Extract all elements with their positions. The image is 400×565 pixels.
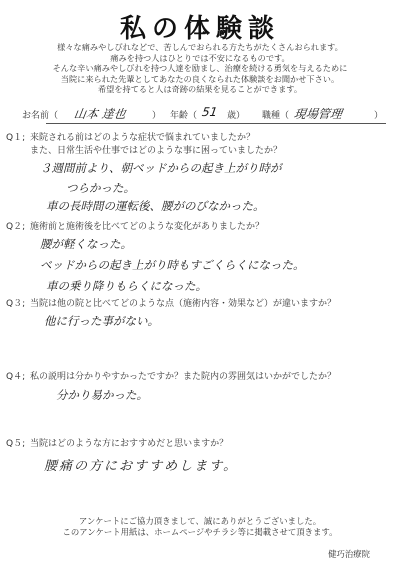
profile-underline [46, 123, 386, 124]
question-5 [6, 436, 228, 449]
profile-row [22, 105, 392, 124]
name-value: 山本 達也 [72, 107, 127, 121]
question-text: 来院される前はどのような症状で悩まれていましたか？ [30, 133, 256, 143]
question-text: 施術前と施術後を比べてどのような変化がありましたか？ [30, 222, 265, 232]
age-unit: 歳） [227, 111, 246, 121]
question-4 [6, 369, 336, 382]
age-value: 51 [201, 105, 219, 119]
name-close: ） [152, 111, 162, 121]
intro-line: 様々な痛みやしびれなどで、苦しんでおられる方たちがたくさんおられます。 [57, 42, 343, 52]
answer-2-line: ベッドからの起き上がり時もすごくらくになった。 [40, 258, 305, 272]
question-text: また、日常生活や仕事ではどのような事に困っていましたか？ [30, 146, 283, 156]
answer-5-line: 腰痛の方におすすめします。 [44, 459, 239, 474]
footer-line: アンケートにご協力頂きまして、誠にありがとうございました。 [78, 516, 322, 526]
job-label: 職種（ [262, 111, 290, 121]
question-text: 私の説明は分かりやすかったですか？また院内の雰囲気はいかがでしたか？ [30, 372, 337, 382]
job-close: ） [374, 111, 384, 121]
job-value: 現場管理 [292, 107, 343, 121]
intro-line: 希望を持てると人は奇跡の結果を見ることができます。 [97, 84, 303, 95]
question-number: Q２; [6, 222, 26, 232]
answer-1-line: ３週間前より、朝ベッドからの起き上がり時が [40, 161, 282, 175]
answer-2-line: 腰が軽くなった。 [40, 237, 132, 251]
answer-3-line: 他に行った事がない。 [44, 314, 159, 328]
question-number: Q５; [6, 439, 26, 449]
question-text: 当院は他の院と比べてどのような点（施術内容・効果など）が違いますか？ [30, 299, 337, 309]
question-1 [6, 130, 282, 156]
question-number: Q１; [6, 133, 26, 143]
name-label: お名前（ [22, 111, 59, 121]
intro-text [0, 42, 400, 95]
intro-line: 痛みを持つ人はひとりでは不安になるものです。 [110, 52, 290, 63]
footer-line: このアンケート用紙は、ホームページやチラシ等に掲載させて頂きます。 [62, 527, 338, 537]
clinic-name: 健巧治療院 [328, 549, 370, 559]
intro-line: そんな辛い痛みやしびれを持つ人達を励まし、治療を続ける勇気を与えるために [52, 63, 348, 74]
intro-line: 当院に来られた先輩としてあなたの良くなられた体験談をお聞かせ下さい。 [60, 73, 340, 84]
question-text: 当院はどのような方におすすめだと思いますか？ [30, 439, 229, 449]
question-3 [6, 296, 336, 309]
answer-2-line: 車の乗り降りもらくになった。 [46, 279, 207, 293]
age-label: 年齢（ [170, 111, 198, 121]
question-number: Q３; [6, 299, 26, 309]
answer-4-line: 分かり易かった。 [56, 388, 148, 402]
question-2 [6, 219, 264, 232]
answer-1-line: 車の長時間の運転後、腰がのびなかった。 [46, 199, 265, 213]
question-number: Q４; [6, 372, 26, 382]
answer-1-line: つらかった。 [66, 181, 135, 195]
footer-text [0, 516, 400, 538]
page-title: 私の体験談 [119, 14, 280, 44]
